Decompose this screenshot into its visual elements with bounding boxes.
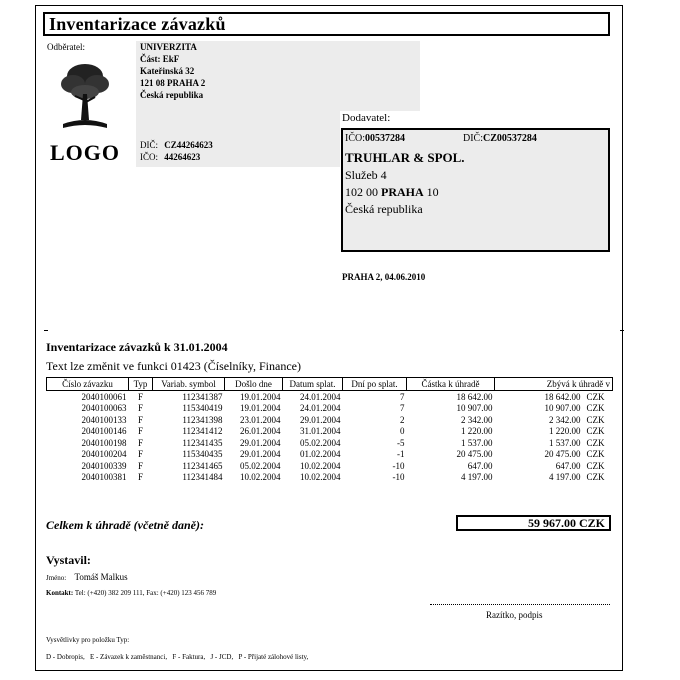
table-cell: 18 642.00 [456, 391, 493, 402]
legend-text: D - Dobropis, E - Závazek k zaměstnanci, F - Faktura, J - JCD, P - Přijaté zálohové listy, [46, 653, 309, 661]
table-cell: F [137, 472, 143, 483]
table-cell: 10.02.2004 [240, 472, 281, 483]
col-header: Datum splat. [283, 378, 343, 391]
customer-ico: 44264623 [164, 152, 201, 162]
customer-dic: CZ44264623 [164, 140, 213, 150]
customer-ico-label: IČO: [140, 152, 158, 162]
customer-address-box [136, 41, 420, 111]
table-header-row [47, 378, 613, 391]
table-row [47, 460, 613, 472]
customer-ico-row [140, 152, 200, 162]
table-cell: 29.01.2004 [240, 437, 281, 448]
table-cell: 2040100204 [81, 449, 127, 460]
remaining-amount: 10 907.00 [544, 403, 581, 414]
liabilities-table [46, 377, 613, 483]
table-cell-remaining [495, 449, 613, 461]
total-box [456, 515, 611, 531]
table-cell: F [137, 426, 143, 437]
table-cell: 29.01.2004 [300, 414, 341, 425]
table-cell: 112341435 [182, 437, 223, 448]
table-cell: 115340435 [182, 449, 223, 460]
table-cell: F [137, 414, 143, 425]
supplier-box [341, 128, 610, 252]
table-cell: 0 [400, 426, 405, 437]
currency: CZK [586, 437, 605, 448]
total-label: Celkem k úhradě (včetně daně): [46, 518, 204, 532]
table-cell-remaining [495, 403, 613, 415]
table-cell: 05.02.2004 [240, 460, 281, 471]
currency: CZK [586, 460, 605, 471]
table-cell: 24.01.2004 [300, 403, 341, 414]
table-cell: 112341484 [182, 472, 223, 483]
supplier-city-row [345, 185, 439, 200]
logo-text: LOGO [50, 140, 121, 165]
right-mark [620, 330, 624, 331]
table-cell: -10 [392, 472, 405, 483]
table-cell: 19.01.2004 [240, 403, 281, 414]
tree-logo-icon [55, 58, 115, 138]
remaining-amount: 18 642.00 [544, 391, 581, 402]
remaining-amount: 20 475.00 [544, 449, 581, 460]
table-cell: 01.02.2004 [300, 449, 341, 460]
table-cell: 115340419 [182, 403, 223, 414]
table-cell: 31.01.2004 [300, 426, 341, 437]
contact-label: Kontakt: [46, 589, 74, 597]
table-cell: 26.01.2004 [240, 426, 281, 437]
table-cell: 20 475.00 [456, 449, 493, 460]
supplier-zip: 102 00 [345, 185, 378, 199]
currency: CZK [586, 391, 605, 402]
note-text: Text lze změnit ve funkci 01423 (Číselníky, Finance) [46, 359, 301, 373]
remaining-amount: 647.00 [555, 460, 581, 471]
table-cell-remaining [495, 391, 613, 403]
table-cell: 2040100198 [81, 437, 127, 448]
supplier-label: Dodavatel: [342, 112, 391, 124]
col-header: Variab. symbol [153, 378, 225, 391]
col-header: Došlo dne [225, 378, 283, 391]
col-header: Typ [129, 378, 153, 391]
currency: CZK [586, 414, 605, 425]
table-cell: 23.01.2004 [240, 414, 281, 425]
customer-id-box [136, 111, 340, 167]
signature-line [430, 604, 610, 605]
place-date: PRAHA 2, 04.06.2010 [342, 272, 426, 282]
supplier-street: Služeb 4 [345, 168, 387, 182]
supplier-city: PRAHA [381, 185, 424, 199]
table-cell: F [137, 460, 143, 471]
table-cell: 7 [400, 403, 405, 414]
table-cell: 647.00 [467, 460, 493, 471]
table-cell: 10.02.2004 [300, 460, 341, 471]
currency: CZK [586, 472, 605, 483]
col-header: Dní po splat. [343, 378, 407, 391]
currency: CZK [586, 403, 605, 414]
table-cell: 2 342.00 [461, 414, 493, 425]
table-cell: 112341465 [182, 460, 223, 471]
table-cell: 2040100381 [81, 472, 127, 483]
table-cell-remaining [495, 472, 613, 484]
table-cell: 2040100133 [81, 414, 127, 425]
table-row [47, 449, 613, 461]
table-cell: 112341412 [182, 426, 223, 437]
table-cell: 2040100339 [81, 460, 127, 471]
supplier-name: TRUHLAR & SPOL. [345, 150, 465, 165]
left-mark [44, 330, 48, 331]
col-header: Částka k úhradě [407, 378, 495, 391]
table-cell: F [137, 437, 143, 448]
table-cell-remaining [495, 437, 613, 449]
remaining-amount: 2 342.00 [549, 414, 581, 425]
supplier-ico-label: IČO: [345, 133, 365, 144]
supplier-dic-label: DIČ: [463, 133, 483, 144]
total-value: 59 967.00 CZK [527, 516, 605, 530]
contact-row [46, 589, 216, 597]
table-row [47, 472, 613, 484]
table-row [47, 391, 613, 403]
col-header: Číslo závazku [47, 378, 129, 391]
customer-part: Část: EkF [140, 54, 180, 64]
remaining-amount: 1 537.00 [549, 437, 581, 448]
table-cell: 19.01.2004 [240, 391, 281, 402]
table-cell: -5 [397, 437, 405, 448]
table-cell-remaining [495, 414, 613, 426]
table-cell: 112341398 [182, 414, 223, 425]
supplier-city-num: 10 [426, 185, 439, 199]
table-cell: 1 537.00 [461, 437, 493, 448]
currency: CZK [586, 449, 605, 460]
issuer-name-row [46, 572, 128, 582]
document-title: Inventarizace závazků [49, 14, 226, 34]
table-cell: 2040100061 [81, 391, 127, 402]
table-cell: 2 [400, 414, 405, 425]
table-cell: 10.02.2004 [300, 472, 341, 483]
table-cell: -10 [392, 460, 405, 471]
col-header: Zbývá k úhradě v [495, 378, 613, 391]
table-cell: 05.02.2004 [300, 437, 341, 448]
contact-value: Tel: (+420) 382 209 111, Fax: (+420) 123 456 789 [74, 589, 217, 597]
table-cell: 10 907.00 [456, 403, 493, 414]
supplier-dic-row [463, 133, 537, 144]
table-cell: -1 [397, 449, 405, 460]
table-cell: 112341387 [182, 391, 223, 402]
remaining-amount: 4 197.00 [549, 472, 581, 483]
table-cell: 2040100146 [81, 426, 127, 437]
customer-name: UNIVERZITA [140, 42, 197, 52]
table-cell-remaining [495, 460, 613, 472]
table-cell: F [137, 403, 143, 414]
supplier-ico: 00537284 [365, 133, 405, 144]
table-row [47, 414, 613, 426]
table-cell: 2040100063 [81, 403, 127, 414]
supplier-country: Česká republika [345, 202, 423, 216]
table-cell: 1 220.00 [461, 426, 493, 437]
document-title-box [43, 12, 610, 36]
table-row [47, 437, 613, 449]
legend-title: Vysvětlivky pro položku Typ: [46, 636, 130, 644]
customer-dic-row [140, 140, 213, 150]
stamp-label: Razítko, podpis [486, 610, 543, 620]
supplier-dic: CZ00537284 [483, 133, 537, 144]
name-value: Tomáš Malkus [74, 572, 128, 582]
supplier-ico-row [345, 133, 405, 144]
currency: CZK [586, 426, 605, 437]
table-cell: 7 [400, 391, 405, 402]
table-cell: 4 197.00 [461, 472, 493, 483]
customer-dic-label: DIČ: [140, 140, 158, 150]
table-cell: 29.01.2004 [240, 449, 281, 460]
table-cell: F [137, 391, 143, 402]
issued-label: Vystavil: [46, 553, 91, 567]
customer-country: Česká republika [140, 90, 204, 100]
table-cell: 24.01.2004 [300, 391, 341, 402]
table-row [47, 426, 613, 438]
remaining-amount: 1 220.00 [549, 426, 581, 437]
customer-city: 121 08 PRAHA 2 [140, 78, 206, 88]
table-cell: F [137, 449, 143, 460]
section-title: Inventarizace závazků k 31.01.2004 [46, 340, 228, 354]
customer-label: Odběratel: [47, 42, 85, 52]
name-label: Jméno: [46, 574, 67, 582]
table-cell-remaining [495, 426, 613, 438]
customer-street: Kateřinská 32 [140, 66, 195, 76]
table-row [47, 403, 613, 415]
